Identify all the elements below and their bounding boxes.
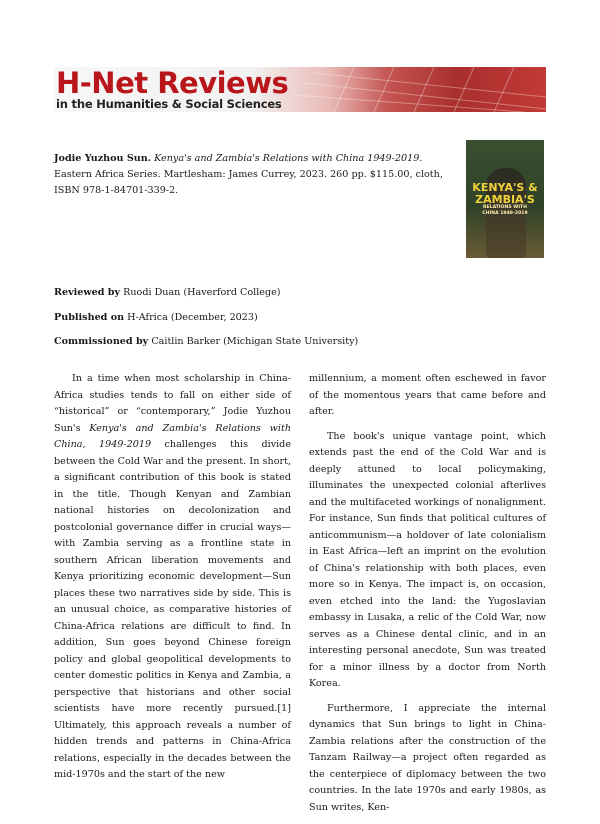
review-paragraph-2: The book's unique vantage point, which extends past the end of the Cold War and is deeply attuned to local policymaking, illuminates the unexpected colonial afterlives and the multifaceted workings of nonalignment. For instance, Sun finds that political cultures of anticommunism—a holdover of late colonialism in East Africa—left an imprint on the evolution of China's relationship with both places, even more so in Kenya. The impact is, on occasion, even etched into the land: the Yugoslavian embassy in Lusaka, a relic of the Cold War, now serves as a Chinese dental clinic, and in an interesting personal anecdote, Sun was treated for a minor illness by a doctor from North Korea. bbox=[309, 430, 546, 689]
site-title: H-Net Reviews bbox=[56, 67, 289, 100]
review-text: In a time when most scholarship in China-Africa studies tends to fall on either side of “historical” or “contemporary,” Jodie Yuzhou Sun's bbox=[54, 373, 291, 434]
cover-title-line-4: CHINA 1949-2019 bbox=[482, 211, 528, 216]
book-title: Kenya's and Zambia's Relations with China 1949-2019. bbox=[154, 153, 423, 164]
review-paragraph-3: Furthermore, I appreciate the internal dynamics that Sun brings to light in China-Zambia relations after the construction of the Tanzam Railway—a project often regarded as the centerpiece of diplomacy between the two countries. In the late 1970s and early 1980s, as Sun writes, Ken- bbox=[309, 702, 546, 813]
book-author: Jodie Yuzhou Sun. bbox=[54, 153, 152, 164]
commissioned-by-label: Commissioned by bbox=[54, 336, 149, 347]
published-on-value: H-Africa (December, 2023) bbox=[127, 312, 258, 323]
cover-title-line-2: ZAMBIA'S bbox=[475, 193, 535, 206]
review-text: challenges this divide between the Cold War and the present. In short, a significant contribution of this book is stated in the title. Though Kenyan and Zambian national histories on decolonization and postcolonial governance differ in crucial ways—with Zambia serving as a frontline state in southern African liberation movements and Kenya prioritizing economic development—Sun places these two narratives side by side. This is an unusual choice, as comparative histories of China-Africa relations are difficult to find. In addition, Sun goes beyond Chinese foreign policy and global geopolitical developments to center domestic politics in Kenya and Zambia, a perspective that historians and other social scientists have more recently pursued.[1] Ultimately, this approach reveals a number of hidden trends and patterns in China-Africa relations, especially in the decades between the mid-1970s and the start of the new bbox=[54, 439, 291, 780]
book-citation bbox=[54, 151, 446, 199]
hnet-banner bbox=[54, 67, 546, 112]
published-on-label: Published on bbox=[54, 312, 125, 323]
cover-title-line-3: RELATIONS WITH bbox=[482, 205, 528, 210]
published-on bbox=[54, 311, 258, 325]
review-paragraph-1 bbox=[54, 371, 291, 784]
reviewed-by-label: Reviewed by bbox=[54, 287, 121, 298]
reviewed-by bbox=[54, 286, 281, 300]
book-cover-image bbox=[466, 140, 544, 258]
commissioned-by-value: Caitlin Barker (Michigan State University) bbox=[151, 336, 359, 347]
cover-title-line-1: KENYA'S & bbox=[472, 181, 538, 194]
reviewed-by-value: Ruodi Duan (Haverford College) bbox=[123, 287, 281, 298]
commissioned-by bbox=[54, 335, 358, 349]
book-title-inline: Kenya's and Zambia's Relations with China, 1949-2019 bbox=[54, 422, 292, 450]
book-details: Eastern Africa Series. Martlesham: James Currey, 2023. 260 pp. $115.00, cloth, ISBN 978-1-84701-339-2. bbox=[54, 169, 443, 196]
review-column-right bbox=[309, 371, 546, 824]
site-subtitle: in the Humanities & Social Sciences bbox=[56, 97, 282, 111]
review-column-left bbox=[54, 371, 291, 792]
review-paragraph-1-continued: millennium, a moment often eschewed in favor of the momentous years that came before and after. bbox=[309, 373, 546, 417]
